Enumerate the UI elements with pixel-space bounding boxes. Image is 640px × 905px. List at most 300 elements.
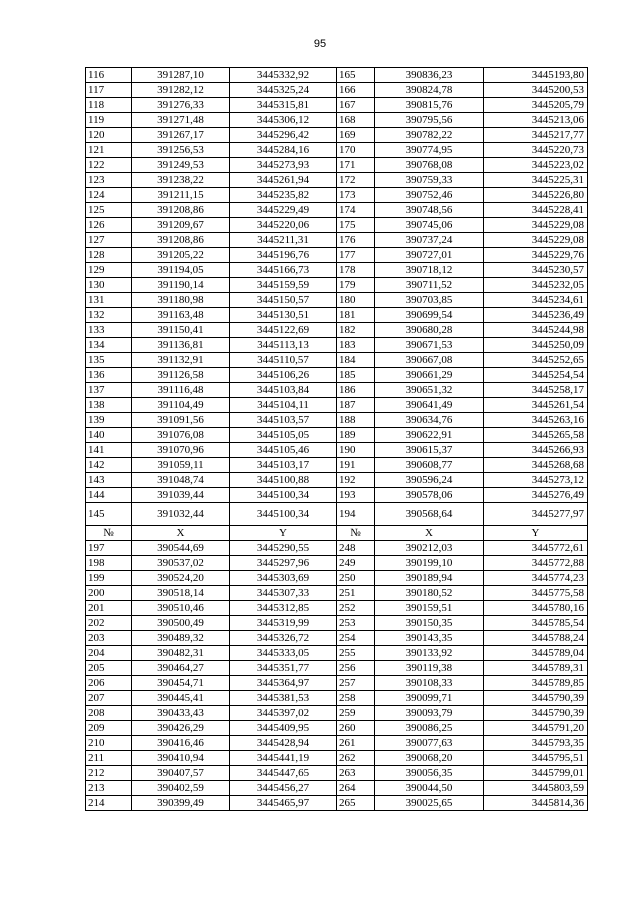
table-row [86,143,588,158]
table-row [86,278,588,293]
x-coordinate: 390482,31 [132,646,230,661]
x-coordinate: 390410,94 [132,751,230,766]
point-number: 175 [337,218,375,233]
x-coordinate: 390651,32 [375,383,484,398]
x-coordinate: 390596,24 [375,473,484,488]
x-coordinate: 390768,08 [375,158,484,173]
x-coordinate: 391150,41 [132,323,230,338]
x-coordinate: 390445,41 [132,691,230,706]
x-coordinate: 391256,53 [132,143,230,158]
y-coordinate: 3445250,09 [484,338,588,353]
y-coordinate: 3445236,49 [484,308,588,323]
x-coordinate: 390711,52 [375,278,484,293]
x-coordinate: 391032,44 [132,503,230,526]
y-coordinate: 3445228,41 [484,203,588,218]
x-coordinate: 390634,76 [375,413,484,428]
y-coordinate: 3445105,46 [230,443,337,458]
x-coordinate: 390454,71 [132,676,230,691]
y-coordinate: 3445351,77 [230,661,337,676]
table-row [86,188,588,203]
point-number: 261 [337,736,375,751]
point-number: 121 [86,143,132,158]
point-number: 213 [86,781,132,796]
x-coordinate: 390099,71 [375,691,484,706]
y-coordinate: 3445799,01 [484,766,588,781]
x-coordinate: 390752,46 [375,188,484,203]
x-coordinate: 390426,29 [132,721,230,736]
x-coordinate: 391126,58 [132,368,230,383]
point-number: 139 [86,413,132,428]
point-number: 187 [337,398,375,413]
point-number: 178 [337,263,375,278]
point-number: 143 [86,473,132,488]
y-coordinate: 3445211,31 [230,233,337,248]
table-row [86,233,588,248]
y-coordinate: 3445213,06 [484,113,588,128]
x-coordinate: 390782,22 [375,128,484,143]
x-coordinate: 390537,02 [132,556,230,571]
table-row [86,601,588,616]
y-coordinate: 3445229,76 [484,248,588,263]
y-coordinate: 3445297,96 [230,556,337,571]
y-coordinate: 3445325,24 [230,83,337,98]
x-coordinate: 391287,10 [132,68,230,83]
point-number: 117 [86,83,132,98]
point-number: 137 [86,383,132,398]
point-number: 252 [337,601,375,616]
y-coordinate: 3445772,88 [484,556,588,571]
point-number: 177 [337,248,375,263]
table-row [86,83,588,98]
y-coordinate: 3445263,16 [484,413,588,428]
y-coordinate: 3445315,81 [230,98,337,113]
point-number: 141 [86,443,132,458]
y-coordinate: 3445266,93 [484,443,588,458]
point-number: 189 [337,428,375,443]
x-coordinate: 391267,17 [132,128,230,143]
x-coordinate: 391209,67 [132,218,230,233]
y-coordinate: 3445229,08 [484,218,588,233]
y-coordinate: 3445772,61 [484,541,588,556]
table-row [86,308,588,323]
x-coordinate: 391059,11 [132,458,230,473]
x-coordinate: 390699,54 [375,308,484,323]
point-number: 208 [86,706,132,721]
x-coordinate: 390622,91 [375,428,484,443]
point-number: 174 [337,203,375,218]
point-number: 253 [337,616,375,631]
y-coordinate: 3445103,17 [230,458,337,473]
point-number: 258 [337,691,375,706]
point-number: 118 [86,98,132,113]
y-coordinate: 3445277,97 [484,503,588,526]
table-row [86,631,588,646]
table-row [86,473,588,488]
x-coordinate: 390815,76 [375,98,484,113]
point-number: 185 [337,368,375,383]
y-coordinate: 3445312,85 [230,601,337,616]
table-row [86,488,588,503]
x-coordinate: 390615,37 [375,443,484,458]
point-number: 131 [86,293,132,308]
point-number: 191 [337,458,375,473]
x-coordinate: 391070,96 [132,443,230,458]
point-number: 169 [337,128,375,143]
x-coordinate: 390150,35 [375,616,484,631]
point-number: 135 [86,353,132,368]
y-coordinate: 3445225,31 [484,173,588,188]
table-row [86,443,588,458]
x-coordinate: 391039,44 [132,488,230,503]
x-coordinate: 390510,46 [132,601,230,616]
y-coordinate: 3445268,68 [484,458,588,473]
x-coordinate: 390199,10 [375,556,484,571]
y-coordinate: 3445113,13 [230,338,337,353]
point-number: 199 [86,571,132,586]
point-number: 165 [337,68,375,83]
x-coordinate: 390578,06 [375,488,484,503]
x-coordinate: 390745,06 [375,218,484,233]
x-coordinate: 390464,27 [132,661,230,676]
x-coordinate: 390212,03 [375,541,484,556]
x-coordinate: 390086,25 [375,721,484,736]
x-coordinate: 390748,56 [375,203,484,218]
point-number: 166 [337,83,375,98]
table-row [86,766,588,781]
x-coordinate: 390025,65 [375,796,484,811]
y-coordinate: 3445775,58 [484,586,588,601]
table-header-row [86,526,588,541]
table-row [86,571,588,586]
point-number: 145 [86,503,132,526]
x-coordinate: 390608,77 [375,458,484,473]
table-row [86,691,588,706]
column-header-x: X [132,526,230,541]
y-coordinate: 3445332,92 [230,68,337,83]
table-row [86,556,588,571]
x-coordinate: 391276,33 [132,98,230,113]
x-coordinate: 391208,86 [132,233,230,248]
point-number: 202 [86,616,132,631]
point-number: 126 [86,218,132,233]
table-row [86,398,588,413]
table-row [86,661,588,676]
point-number: 248 [337,541,375,556]
point-number: 142 [86,458,132,473]
point-number: 172 [337,173,375,188]
page-number: 95 [313,38,327,50]
x-coordinate: 390119,38 [375,661,484,676]
table-row [86,676,588,691]
y-coordinate: 3445306,12 [230,113,337,128]
x-coordinate: 390143,35 [375,631,484,646]
y-coordinate: 3445465,97 [230,796,337,811]
y-coordinate: 3445261,54 [484,398,588,413]
point-number: 124 [86,188,132,203]
table-row [86,203,588,218]
table-row [86,173,588,188]
x-coordinate: 390703,85 [375,293,484,308]
point-number: 184 [337,353,375,368]
table-row [86,751,588,766]
table-row [86,98,588,113]
point-number: 265 [337,796,375,811]
table-row [86,263,588,278]
y-coordinate: 3445273,93 [230,158,337,173]
x-coordinate: 391282,12 [132,83,230,98]
point-number: 179 [337,278,375,293]
x-coordinate: 391076,08 [132,428,230,443]
point-number: 133 [86,323,132,338]
point-number: 190 [337,443,375,458]
y-coordinate: 3445235,82 [230,188,337,203]
y-coordinate: 3445196,76 [230,248,337,263]
y-coordinate: 3445785,54 [484,616,588,631]
x-coordinate: 391163,48 [132,308,230,323]
table-row [86,428,588,443]
x-coordinate: 390568,64 [375,503,484,526]
y-coordinate: 3445780,16 [484,601,588,616]
y-coordinate: 3445205,79 [484,98,588,113]
point-number: 173 [337,188,375,203]
x-coordinate: 390433,43 [132,706,230,721]
table-row [86,413,588,428]
point-number: 210 [86,736,132,751]
x-coordinate: 391091,56 [132,413,230,428]
x-coordinate: 390402,59 [132,781,230,796]
x-coordinate: 390108,33 [375,676,484,691]
point-number: 144 [86,488,132,503]
x-coordinate: 390680,28 [375,323,484,338]
y-coordinate: 3445319,99 [230,616,337,631]
y-coordinate: 3445265,58 [484,428,588,443]
y-coordinate: 3445110,57 [230,353,337,368]
y-coordinate: 3445409,95 [230,721,337,736]
table-row [86,353,588,368]
y-coordinate: 3445103,57 [230,413,337,428]
y-coordinate: 3445803,59 [484,781,588,796]
table-row [86,383,588,398]
y-coordinate: 3445276,49 [484,488,588,503]
column-header-no: № [86,526,132,541]
table-row [86,323,588,338]
x-coordinate: 390077,63 [375,736,484,751]
y-coordinate: 3445100,34 [230,503,337,526]
point-number: 211 [86,751,132,766]
point-number: 250 [337,571,375,586]
y-coordinate: 3445326,72 [230,631,337,646]
y-coordinate: 3445447,65 [230,766,337,781]
column-header-y: Y [230,526,337,541]
column-header-no: № [337,526,375,541]
point-number: 255 [337,646,375,661]
x-coordinate: 391249,53 [132,158,230,173]
y-coordinate: 3445100,34 [230,488,337,503]
y-coordinate: 3445232,05 [484,278,588,293]
point-number: 212 [86,766,132,781]
x-coordinate: 391180,98 [132,293,230,308]
x-coordinate: 390159,51 [375,601,484,616]
x-coordinate: 390489,32 [132,631,230,646]
x-coordinate: 390133,92 [375,646,484,661]
y-coordinate: 3445234,61 [484,293,588,308]
x-coordinate: 390671,53 [375,338,484,353]
x-coordinate: 390824,78 [375,83,484,98]
table-row [86,541,588,556]
table-row [86,721,588,736]
point-number: 167 [337,98,375,113]
table-row [86,616,588,631]
point-number: 256 [337,661,375,676]
point-number: 122 [86,158,132,173]
point-number: 176 [337,233,375,248]
y-coordinate: 3445200,53 [484,83,588,98]
y-coordinate: 3445790,39 [484,691,588,706]
y-coordinate: 3445223,02 [484,158,588,173]
x-coordinate: 390759,33 [375,173,484,188]
y-coordinate: 3445789,85 [484,676,588,691]
point-number: 259 [337,706,375,721]
coordinates-table [85,67,588,811]
table-row [86,796,588,811]
x-coordinate: 390727,01 [375,248,484,263]
table-row [86,781,588,796]
y-coordinate: 3445220,73 [484,143,588,158]
x-coordinate: 390737,24 [375,233,484,248]
point-number: 186 [337,383,375,398]
y-coordinate: 3445789,31 [484,661,588,676]
y-coordinate: 3445261,94 [230,173,337,188]
y-coordinate: 3445150,57 [230,293,337,308]
x-coordinate: 390068,20 [375,751,484,766]
table-row [86,503,588,526]
point-number: 257 [337,676,375,691]
point-number: 168 [337,113,375,128]
y-coordinate: 3445441,19 [230,751,337,766]
table-row [86,158,588,173]
y-coordinate: 3445456,27 [230,781,337,796]
point-number: 209 [86,721,132,736]
x-coordinate: 391211,15 [132,188,230,203]
y-coordinate: 3445789,04 [484,646,588,661]
point-number: 180 [337,293,375,308]
point-number: 183 [337,338,375,353]
y-coordinate: 3445284,16 [230,143,337,158]
y-coordinate: 3445103,84 [230,383,337,398]
y-coordinate: 3445307,33 [230,586,337,601]
point-number: 129 [86,263,132,278]
point-number: 200 [86,586,132,601]
x-coordinate: 390500,49 [132,616,230,631]
table-row [86,646,588,661]
x-coordinate: 391238,22 [132,173,230,188]
table-row [86,218,588,233]
point-number: 192 [337,473,375,488]
x-coordinate: 391271,48 [132,113,230,128]
point-number: 128 [86,248,132,263]
x-coordinate: 390718,12 [375,263,484,278]
y-coordinate: 3445130,51 [230,308,337,323]
x-coordinate: 391136,81 [132,338,230,353]
table-row [86,338,588,353]
y-coordinate: 3445791,20 [484,721,588,736]
point-number: 170 [337,143,375,158]
x-coordinate: 390641,49 [375,398,484,413]
y-coordinate: 3445104,11 [230,398,337,413]
x-coordinate: 391132,91 [132,353,230,368]
point-number: 132 [86,308,132,323]
point-number: 206 [86,676,132,691]
point-number: 264 [337,781,375,796]
x-coordinate: 390093,79 [375,706,484,721]
point-number: 188 [337,413,375,428]
point-number: 181 [337,308,375,323]
point-number: 207 [86,691,132,706]
point-number: 201 [86,601,132,616]
point-number: 263 [337,766,375,781]
x-coordinate: 390795,56 [375,113,484,128]
y-coordinate: 3445230,57 [484,263,588,278]
x-coordinate: 390518,14 [132,586,230,601]
x-coordinate: 390836,23 [375,68,484,83]
point-number: 193 [337,488,375,503]
table-row [86,113,588,128]
y-coordinate: 3445364,97 [230,676,337,691]
y-coordinate: 3445252,65 [484,353,588,368]
point-number: 125 [86,203,132,218]
y-coordinate: 3445333,05 [230,646,337,661]
y-coordinate: 3445428,94 [230,736,337,751]
point-number: 116 [86,68,132,83]
column-header-x: X [375,526,484,541]
y-coordinate: 3445244,98 [484,323,588,338]
y-coordinate: 3445254,54 [484,368,588,383]
y-coordinate: 3445229,08 [484,233,588,248]
x-coordinate: 390524,20 [132,571,230,586]
table-row [86,368,588,383]
point-number: 138 [86,398,132,413]
y-coordinate: 3445273,12 [484,473,588,488]
point-number: 251 [337,586,375,601]
point-number: 130 [86,278,132,293]
x-coordinate: 390056,35 [375,766,484,781]
y-coordinate: 3445303,69 [230,571,337,586]
point-number: 119 [86,113,132,128]
point-number: 205 [86,661,132,676]
x-coordinate: 391048,74 [132,473,230,488]
x-coordinate: 390399,49 [132,796,230,811]
x-coordinate: 391104,49 [132,398,230,413]
y-coordinate: 3445788,24 [484,631,588,646]
table-row [86,248,588,263]
point-number: 136 [86,368,132,383]
y-coordinate: 3445814,36 [484,796,588,811]
y-coordinate: 3445220,06 [230,218,337,233]
y-coordinate: 3445226,80 [484,188,588,203]
y-coordinate: 3445795,51 [484,751,588,766]
x-coordinate: 390407,57 [132,766,230,781]
column-header-y: Y [484,526,588,541]
point-number: 123 [86,173,132,188]
y-coordinate: 3445296,42 [230,128,337,143]
point-number: 254 [337,631,375,646]
y-coordinate: 3445790,39 [484,706,588,721]
table-row [86,586,588,601]
point-number: 214 [86,796,132,811]
point-number: 204 [86,646,132,661]
point-number: 140 [86,428,132,443]
table-row [86,736,588,751]
